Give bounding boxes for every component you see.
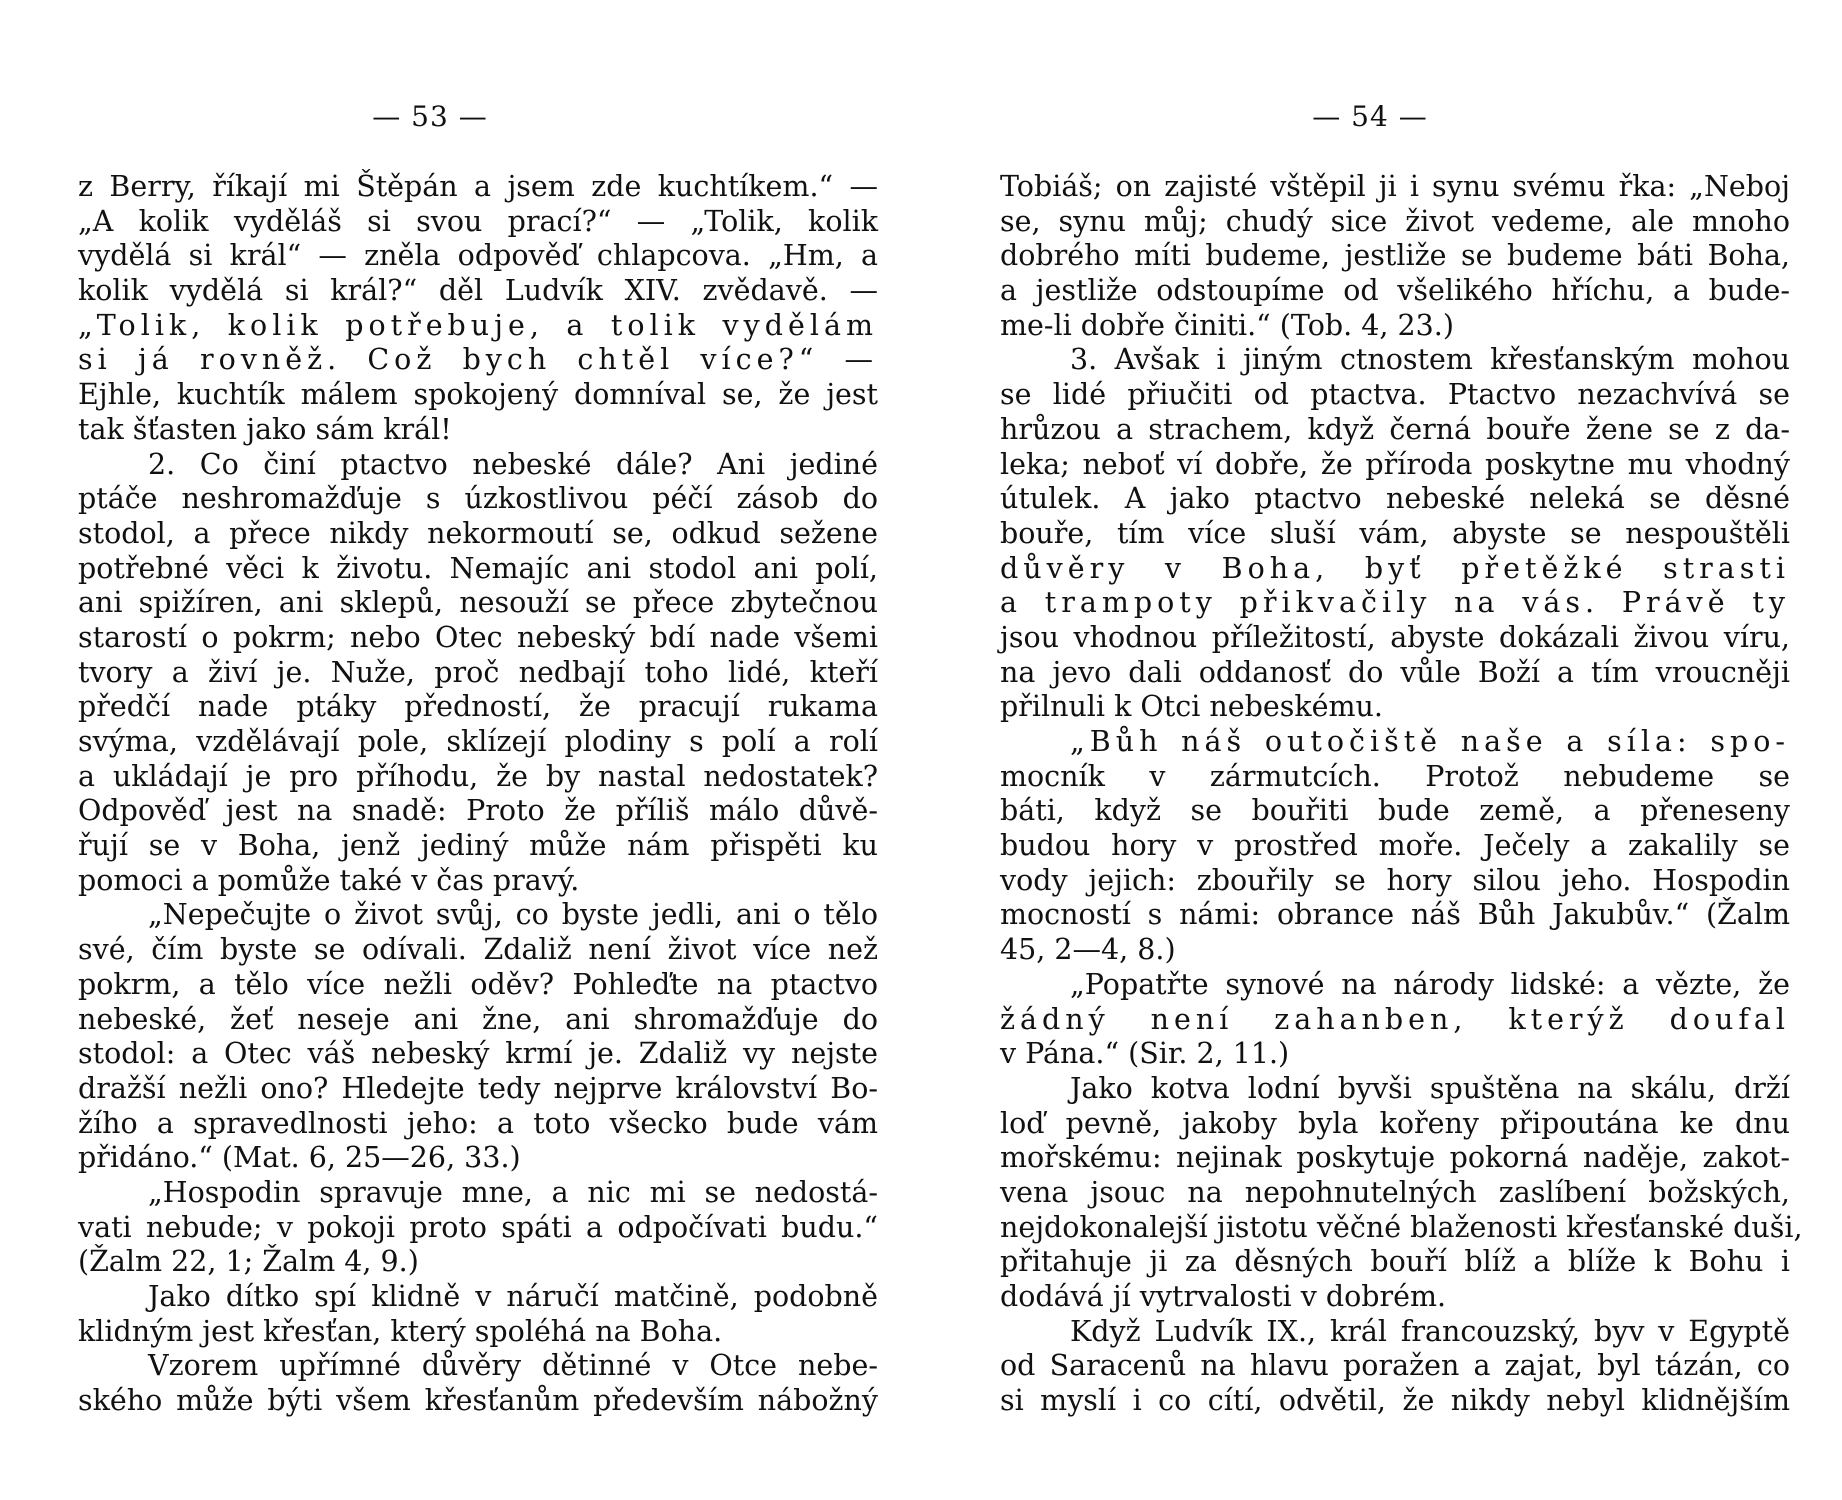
text-line: leka; neboť ví dobře, že příroda poskytne mu vhodný: [1000, 447, 1790, 481]
text-line: a jestliže odstoupíme od všelikého hříchu, a bude-: [1000, 274, 1790, 308]
text-line: hrůzou a strachem, když černá bouře žene se z da-: [1000, 412, 1790, 446]
text-line: nejdokonalejší jistotu věčné blaženosti křesťanské duši,: [1000, 1210, 1803, 1244]
text-line: klidným jest křesťan, který spoléhá na Boha.: [78, 1314, 723, 1348]
text-line: stodol: a Otec váš nebeský krmí je. Zdaliž vy nejste: [78, 1037, 878, 1071]
page-number-left: — 53 —: [372, 100, 488, 133]
text-line: svýma, vzdělávají pole, sklízejí plodiny s polí a rolí: [78, 725, 878, 758]
text-line: Jako kotva lodní byvši spuštěna na skálu, drží: [1070, 1071, 1790, 1105]
text-line: tak šťasten jako sám král!: [78, 412, 452, 446]
text-line: vody jejich: zbouřily se hory silou jeho. Hospodin: [1000, 863, 1790, 897]
text-line: a trampoty přikvačily na vás. Právě ty: [1000, 586, 1790, 620]
text-line: si myslí i co cítí, odvětil, že nikdy nebyl klidnějším: [1000, 1384, 1790, 1418]
right-page: [1000, 0, 1803, 1500]
text-line: kolik vydělá si král?“ děl Ludvík XIV. zvědavě. —: [78, 274, 878, 308]
left-page: [70, 0, 878, 1500]
text-line: ani spižíren, ani sklepů, nesouží se přece zbytečnou: [78, 586, 878, 620]
left-page-text: [78, 170, 878, 1419]
text-line: pokrm, a tělo více nežli oděv? Pohleďte na ptactvo: [78, 967, 878, 1001]
text-line: tvory a živí je. Nuže, proč nedbají toho lidé, kteří: [78, 655, 878, 689]
text-line: bouře, tím více sluší vám, abyste se nespouštěli: [1000, 516, 1790, 550]
text-line: přilnuli k Otci nebeskému.: [1000, 690, 1383, 724]
text-line: si já rovněž. Což bych chtěl více?“ —: [78, 343, 878, 377]
text-line: „Bůh náš outočiště naše a síla: spo-: [1070, 725, 1790, 758]
text-line: ského může býti všem křesťanům především nábožný: [78, 1384, 878, 1418]
text-line: přitahuje ji za děsných bouří blíž a blíže k Bohu i: [1000, 1245, 1790, 1279]
text-line: Odpověď jest na snadě: Proto že příliš málo důvě-: [78, 794, 878, 828]
text-line: loď pevně, jakoby byla kořeny připoutána ke dnu: [1000, 1106, 1790, 1140]
text-line: (Žalm 22, 1; Žalm 4, 9.): [78, 1245, 419, 1279]
text-line: útulek. A jako ptactvo nebeské neleká se děsné: [1000, 482, 1790, 516]
text-line: 2. Co činí ptactvo nebeské dále? Ani jediné: [148, 447, 878, 481]
text-line: báti, když se bouřiti bude země, a přeneseny: [1000, 794, 1790, 828]
text-line: mocník v zármutcích. Protož nebudeme se: [1000, 759, 1790, 793]
text-line: se, synu můj; chudý sice život vedeme, ale mnoho: [1000, 204, 1790, 238]
text-line: Vzorem upřímné důvěry dětinné v Otce nebe-: [148, 1349, 878, 1383]
page-number-right: — 54 —: [1312, 100, 1428, 133]
text-line: od Saracenů na hlavu poražen a zajat, byl tázán, co: [1000, 1349, 1790, 1383]
text-line: předčí nade ptáky předností, že pracují rukama: [78, 690, 878, 724]
text-line: z Berry, říkají mi Štěpán a jsem zde kuchtíkem.“ —: [78, 170, 878, 203]
text-line: na jevo dali oddanosť do vůle Boží a tím vroucněji: [1000, 655, 1790, 689]
text-line: „Nepečujte o život svůj, co byste jedli, ani o tělo: [148, 898, 878, 932]
text-line: se lidé přiučiti od ptactva. Ptactvo nezachvívá se: [1000, 378, 1790, 412]
text-line: „Tolik, kolik potřebuje, a tolik vydělám: [78, 308, 878, 342]
text-line: dodává jí vytrvalosti v dobrém.: [1000, 1280, 1447, 1313]
text-line: „A kolik vyděláš si svou prací?“ — „Tolik, kolik: [78, 204, 878, 238]
text-line: „Hospodin spravuje mne, a nic mi se nedostá-: [148, 1175, 878, 1209]
text-line: Ejhle, kuchtík málem spokojený domníval se, že jest: [78, 378, 878, 412]
text-line: Tobiáš; on zajisté vštěpil ji i synu svému řka: „Neboj: [1000, 170, 1790, 203]
text-line: vati nebude; v pokoji proto spáti a odpočívati budu.“: [78, 1210, 878, 1244]
text-line: Když Ludvík IX., král francouzský, byv v Egyptě: [1070, 1314, 1790, 1348]
text-line: stodol, a přece nikdy nekormoutí se, odkud sežene: [78, 516, 878, 550]
text-line: přidáno.“ (Mat. 6, 25—26, 33.): [78, 1141, 521, 1175]
text-line: žádný není zahanben, kterýž doufal: [1000, 1002, 1790, 1036]
text-line: pomoci a pomůže také v čas pravý.: [78, 863, 580, 897]
text-line: Jako dítko spí klidně v náručí matčině, podobně: [148, 1280, 878, 1313]
text-line: mořskému: nejinak poskytuje pokorná naděje, zakot-: [1000, 1141, 1790, 1175]
right-page-text: [1000, 170, 1803, 1419]
text-line: mocností s námi: obrance náš Bůh Jakubův.“ (Žalm: [1000, 898, 1790, 932]
text-line: řují se v Boha, jenž jediný může nám přispěti ku: [78, 829, 878, 863]
text-line: v Pána.“ (Sir. 2, 11.): [1000, 1037, 1290, 1071]
text-line: důvěry v Boha, byť přetěžké strasti: [1000, 551, 1790, 585]
text-line: starostí o pokrm; nebo Otec nebeský bdí nade všemi: [78, 620, 878, 654]
text-line: potřebné věci k životu. Nemajíc ani stodol ani polí,: [78, 551, 878, 585]
text-line: nebeské, žeť neseje ani žne, ani shromažďuje do: [78, 1002, 878, 1036]
text-line: 45, 2—4, 8.): [1000, 933, 1176, 967]
text-line: vydělá si král“ — zněla odpověď chlapcova. „Hm, a: [78, 239, 878, 273]
text-line: budou hory v prostřed moře. Ječely a zakalily se: [1000, 829, 1790, 863]
text-line: jsou vhodnou příležitostí, abyste dokázali živou víru,: [1000, 620, 1790, 654]
text-line: dobrého míti budeme, jestliže se budeme báti Boha,: [1000, 239, 1790, 273]
text-line: „Popatřte synové na národy lidské: a vězte, že: [1070, 967, 1790, 1001]
text-line: své, čím byste se odívali. Zdaliž není život více než: [78, 933, 878, 967]
text-line: vena jsouc na nepohnutelných zaslíbení božských,: [1000, 1175, 1790, 1209]
text-line: dražší nežli ono? Hledejte tedy nejprve království Bo-: [78, 1071, 878, 1105]
text-line: me-li dobře činiti.“ (Tob. 4, 23.): [1000, 308, 1454, 342]
text-line: 3. Avšak i jiným ctnostem křesťanským mohou: [1070, 343, 1790, 377]
text-line: a ukládají je pro příhodu, že by nastal nedostatek?: [78, 759, 878, 793]
text-line: žího a spravedlnosti jeho: a toto všecko bude vám: [78, 1106, 878, 1140]
text-line: ptáče neshromažďuje s úzkostlivou péčí zásob do: [78, 482, 878, 516]
